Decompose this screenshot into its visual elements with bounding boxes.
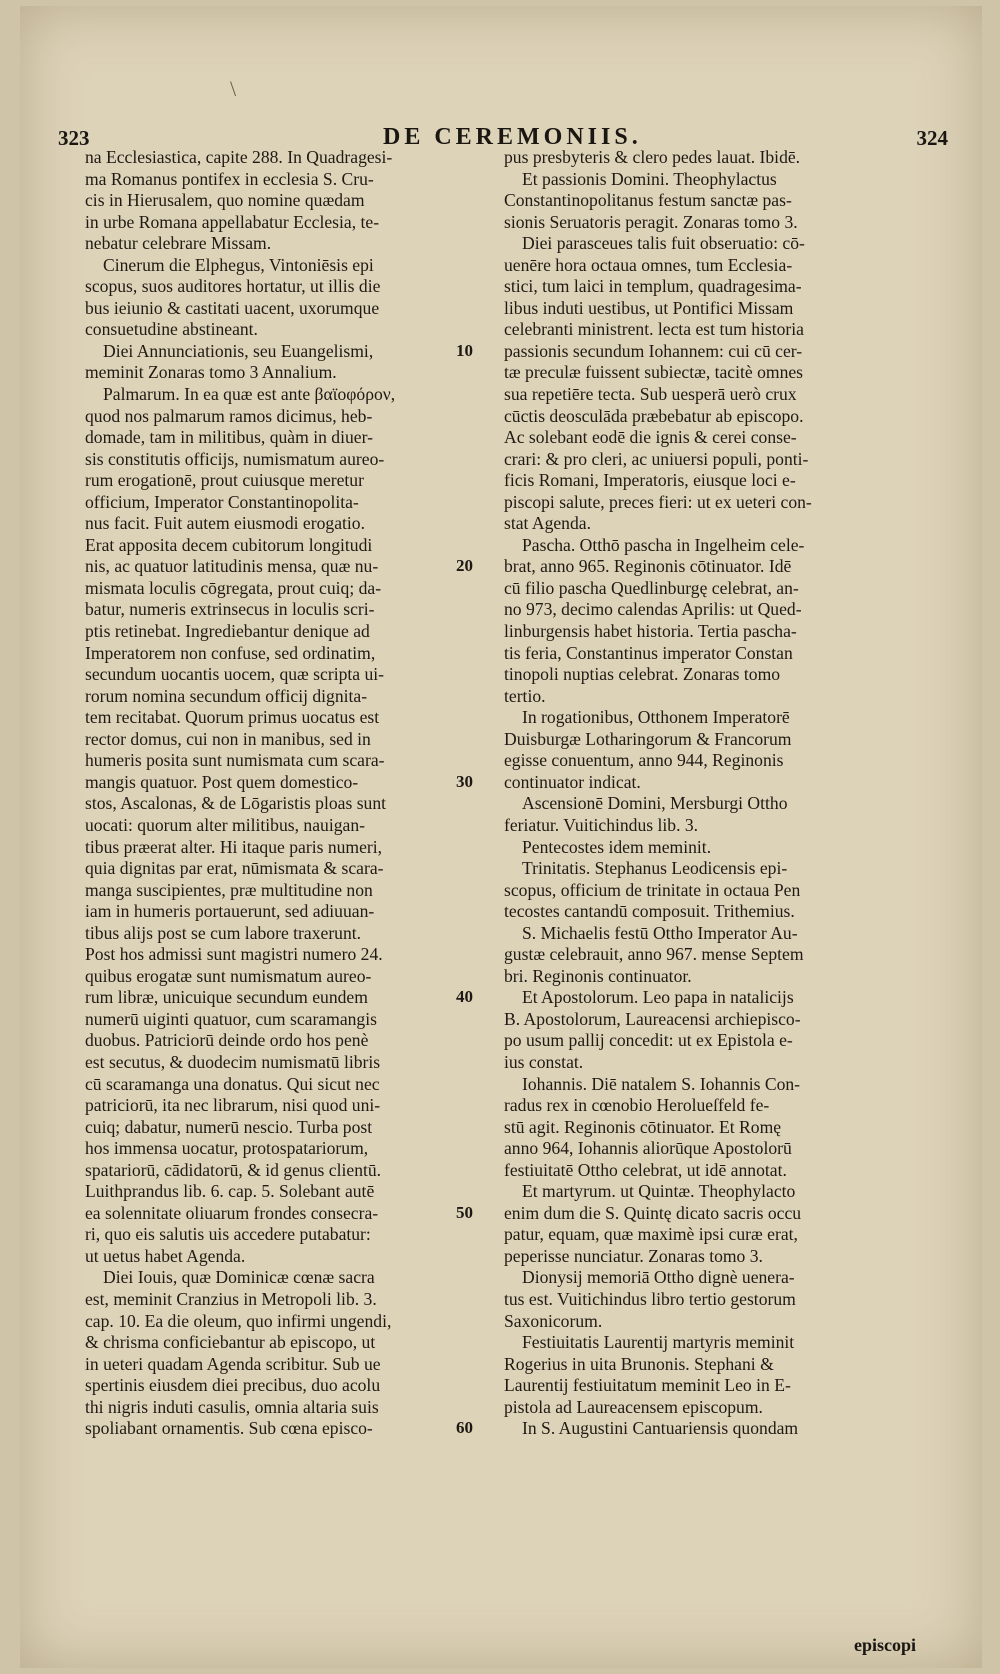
page-number-right: 324 (916, 126, 948, 150)
text-line: pistola ad Laureacensem episcopum. (504, 1396, 763, 1417)
text-line: quia dignitas par erat, nūmismata & scara- (85, 858, 384, 879)
text-line: bri. Reginonis continuator. (504, 965, 692, 986)
text-line: sis constitutis officijs, numismatum aureo- (85, 448, 385, 469)
left-text-column (85, 147, 482, 1440)
text-line: radus rex in cœnobio Herolueſfeld fe- (504, 1095, 770, 1116)
text-line: gustæ celebrauit, anno 967. mense Septem (504, 944, 804, 965)
text-line: batur, numeris extrinsecus in loculis scri- (85, 599, 375, 620)
text-line: tem recitabat. Quorum primus uocatus est (85, 707, 380, 728)
text-line: tibus præerat alter. Hi itaque paris numeri, (85, 836, 383, 857)
text-line: cap. 10. Ea die oleum, quo infirmi ungendi, (85, 1310, 392, 1331)
text-line: peperisse nunciatur. Zonaras tomo 3. (504, 1245, 763, 1266)
text-line: cū filio pascha Quedlinburgę celebrat, an- (504, 577, 799, 598)
text-line: stat Agenda. (504, 513, 591, 534)
text-line: Post hos admissi sunt magistri numero 24. (85, 944, 383, 965)
text-line: cis in Hierusalem, quo nomine quædam (85, 190, 365, 211)
text-line: tecostes cantandū composuit. Trithemius. (504, 901, 795, 922)
text-line: sua repetiēre tecta. Sub uesperā uerò crux (504, 384, 797, 405)
text-line: no 973, decimo calendas Aprilis: ut Qued- (504, 599, 802, 620)
line-number: 30 (456, 771, 473, 791)
text-line: rorum nomina secundum officij dignita- (85, 685, 368, 706)
text-line: Saxonicorum. (504, 1310, 603, 1331)
text-line: officium, Imperator Constantinopolita- (85, 491, 359, 512)
text-line: spoliabant ornamentis. Sub cœna episco- (85, 1418, 373, 1439)
text-line: B. Apostolorum, Laureacensi archiepisco- (504, 1008, 801, 1029)
text-line: piscopi salute, preces fieri: ut ex ueteri con- (504, 491, 812, 512)
text-line: Diei parasceues talis fuit obseruatio: cō- (522, 233, 805, 254)
text-line: stos, Ascalonas, & de Lōgaristis ploas sunt (85, 793, 387, 814)
text-line: tis feria, Constantinus imperator Constan (504, 642, 793, 663)
right-text-column (504, 147, 901, 1440)
text-line: Et martyrum. ut Quintæ. Theophylacto (522, 1181, 796, 1202)
running-title: DE CEREMONIIS. (383, 124, 642, 150)
text-line: quibus erogatæ sunt numismatum aureo- (85, 965, 372, 986)
text-line: uocati: quorum alter militibus, nauigan- (85, 814, 365, 835)
text-line: nus facit. Fuit autem eiusmodi erogatio. (85, 513, 365, 534)
text-line: spertinis eiusdem diei precibus, duo acolu (85, 1375, 381, 1396)
text-line: In rogationibus, Otthonem Imperatorē (522, 707, 790, 728)
text-line: patriciorū, ita nec librarum, nisi quod uni- (85, 1095, 381, 1116)
text-line: pus presbyteris & clero pedes lauat. Ibidē. (504, 147, 801, 167)
text-line: rector domus, cui non in manibus, sed in (85, 728, 371, 749)
text-line: feriatur. Vuitichindus lib. 3. (504, 814, 699, 835)
text-line: cū scaramanga una donatus. Qui sicut nec (85, 1073, 380, 1094)
text-line: cūctis deosculāda præbebatur ab episcopo. (504, 405, 804, 426)
text-line: tæ preculæ fuissent subiectæ, tacitè omnes (504, 362, 804, 383)
text-line: iam in humeris portauerunt, sed adiuuan- (85, 901, 375, 922)
text-line: S. Michaelis festū Ottho Imperator Au- (522, 922, 798, 943)
text-line: est secutus, & duodecim numismatū libris (85, 1051, 381, 1072)
text-line: stici, tum laici in templum, quadragesima- (504, 276, 802, 297)
text-line: est, meminit Cranzius in Metropoli lib. 3. (85, 1288, 377, 1309)
text-line: sionis Seruatoris peragit. Zonaras tomo 3. (504, 211, 798, 232)
text-line: nis, ac quatuor latitudinis mensa, quæ nu- (85, 556, 379, 577)
text-line: rum libræ, unicuique secundum eundem (85, 987, 368, 1008)
text-line: Ascensionē Domini, Mersburgi Ottho (522, 793, 788, 814)
text-line: quod nos palmarum ramos dicimus, heb- (85, 405, 373, 426)
text-line: humeris posita sunt numismata cum scara- (85, 750, 385, 771)
text-line: consuetudine abstineant. (85, 319, 258, 340)
catchword: episcopi (853, 1635, 916, 1655)
text-line: continuator indicat. (504, 771, 641, 792)
text-line: bus ieiunio & castitati uacent, uxorumque (85, 297, 380, 318)
text-line: duobus. Patriciorū deinde ordo hos penè (85, 1030, 369, 1051)
text-line: tibus alijs post se cum labore traxerunt. (85, 922, 362, 943)
text-line: enim dum die S. Quintę dicato sacris occu (504, 1202, 802, 1223)
text-line: Cinerum die Elphegus, Vintoniēsis epi (103, 254, 374, 275)
line-number: 60 (456, 1418, 473, 1438)
text-line: na Ecclesiastica, capite 288. In Quadragesi- (85, 147, 393, 167)
text-line: thi nigris induti casulis, omnia altaria suis (85, 1396, 379, 1417)
text-line: anno 964, Iohannis aliorūque Apostolorū (504, 1138, 792, 1159)
text-line: manga suscipientes, præ multitudine non (85, 879, 373, 900)
page-number-left: 323 (58, 126, 90, 150)
text-line: Festiuitatis Laurentij martyris meminit (522, 1332, 795, 1353)
text-line: spatariorū, cādidatorū, & id genus clientū. (85, 1159, 382, 1180)
margin-mark: \ (230, 76, 237, 101)
line-number: 10 (456, 340, 473, 360)
text-line: crari: & pro cleri, ac uniuersi populi, ponti- (504, 448, 809, 469)
text-line: ptis retinebat. Ingrediebantur denique ad (85, 621, 370, 642)
text-line: Imperatorem non confuse, sed ordinatim, (85, 642, 376, 663)
text-line: uenēre hora octaua omnes, tum Ecclesia- (504, 254, 793, 275)
text-line: in ueteri quadam Agenda scribitur. Sub ue (85, 1353, 381, 1374)
text-line: Pascha. Otthō pascha in Ingelheim cele- (522, 534, 805, 555)
text-line: In S. Augustini Cantuariensis quondam (522, 1418, 799, 1439)
text-line: Constantinopolitanus festum sanctæ pas- (504, 190, 792, 211)
text-line: passionis secundum Iohannem: cui cū cer- (504, 340, 803, 361)
text-line: rum erogationē, prout cuiusque meretur (85, 470, 364, 491)
text-line: libus induti uestibus, ut Pontifici Missam (504, 297, 794, 318)
text-line: Ac solebant eodē die ignis & cerei conse- (504, 427, 797, 448)
line-number: 50 (456, 1202, 473, 1222)
text-line: mismata loculis cōgregata, prout cuiq; da- (85, 577, 382, 598)
line-number: 40 (456, 987, 473, 1007)
text-line: scopus, suos auditores hortatur, ut illis die (85, 276, 381, 297)
text-line: tinopoli nuptias celebrat. Zonaras tomo (504, 664, 781, 685)
book-page (20, 6, 982, 1668)
text-line: linburgensis habet historia. Tertia pascha- (504, 621, 797, 642)
text-line: brat, anno 965. Reginonis cōtinuator. Idē (504, 556, 792, 577)
text-line: festiuitatē Ottho celebrat, ut idē annotat. (504, 1159, 787, 1180)
text-line: & chrisma conficiebantur ab episcopo, ut (85, 1332, 376, 1353)
text-line: hos immensa uocatur, protospatariorum, (85, 1138, 369, 1159)
text-line: tertio. (504, 685, 546, 706)
text-line: stū agit. Reginonis cōtinuator. Et Romę (504, 1116, 782, 1137)
text-line: patur, equam, quæ maximè ipsi curæ erat, (504, 1224, 798, 1245)
text-line: Diei Iouis, quæ Dominicæ cœnæ sacra (103, 1267, 375, 1288)
text-line: domade, tam in militibus, quàm in diuer- (85, 427, 373, 448)
text-line: ma Romanus pontifex in ecclesia S. Cru- (85, 168, 374, 189)
text-line: Laurentij festiuitatum meminit Leo in E- (504, 1375, 791, 1396)
text-line: egisse conuentum, anno 944, Reginonis (504, 750, 784, 771)
text-line: Luithprandus lib. 6. cap. 5. Solebant autē (85, 1181, 375, 1202)
text-line: ri, quo eis salutis uis accedere putabatur: (85, 1224, 371, 1245)
text-line: Palmarum. In ea quæ est ante βαϊοφόρον, (103, 384, 396, 405)
text-line: Trinitatis. Stephanus Leodicensis epi- (522, 858, 788, 879)
text-line: Erat apposita decem cubitorum longitudi (85, 534, 373, 555)
text-line: Et passionis Domini. Theophylactus (522, 168, 777, 189)
text-line: tus est. Vuitichindus libro tertio gestorum (504, 1288, 796, 1309)
text-line: ficis Romani, Imperatoris, eiusque loci e- (504, 470, 796, 491)
text-line: Pentecostes idem meminit. (522, 836, 712, 857)
text-line: ius constat. (504, 1051, 584, 1072)
text-line: Duisburgæ Lotharingorum & Francorum (504, 728, 792, 749)
text-line: secundum uocantis uocem, quæ scripta ui- (85, 664, 385, 685)
text-line: Et Apostolorum. Leo papa in natalicijs (522, 987, 794, 1008)
text-line: meminit Zonaras tomo 3 Annalium. (85, 362, 337, 383)
text-line: Rogerius in uita Brunonis. Stephani & (504, 1353, 774, 1374)
text-line: mangis quatuor. Post quem domestico- (85, 771, 359, 792)
line-number: 20 (456, 556, 473, 576)
text-line: Iohannis. Diē natalem S. Iohannis Con- (522, 1073, 801, 1094)
text-line: cuiq; dabatur, numerū nescio. Turba post (85, 1116, 373, 1137)
text-line: nebatur celebrare Missam. (85, 233, 272, 254)
text-line: po usum pallij concedit: ut ex Epistola e- (504, 1030, 793, 1051)
text-line: Diei Annunciationis, seu Euangelismi, (103, 340, 374, 361)
text-line: ea solennitate oliuarum frondes consecra- (85, 1202, 379, 1223)
text-line: numerū uiginti quatuor, cum scaramangis (85, 1008, 377, 1029)
text-line: celebranti ministrent. lecta est tum historia (504, 319, 804, 340)
text-line: ut uetus habet Agenda. (85, 1245, 246, 1266)
text-line: in urbe Romana appellabatur Ecclesia, te- (85, 211, 380, 232)
text-line: Dionysij memoriā Ottho dignè uenera- (522, 1267, 795, 1288)
text-line: scopus, officium de trinitate in octaua Pen (504, 879, 801, 900)
